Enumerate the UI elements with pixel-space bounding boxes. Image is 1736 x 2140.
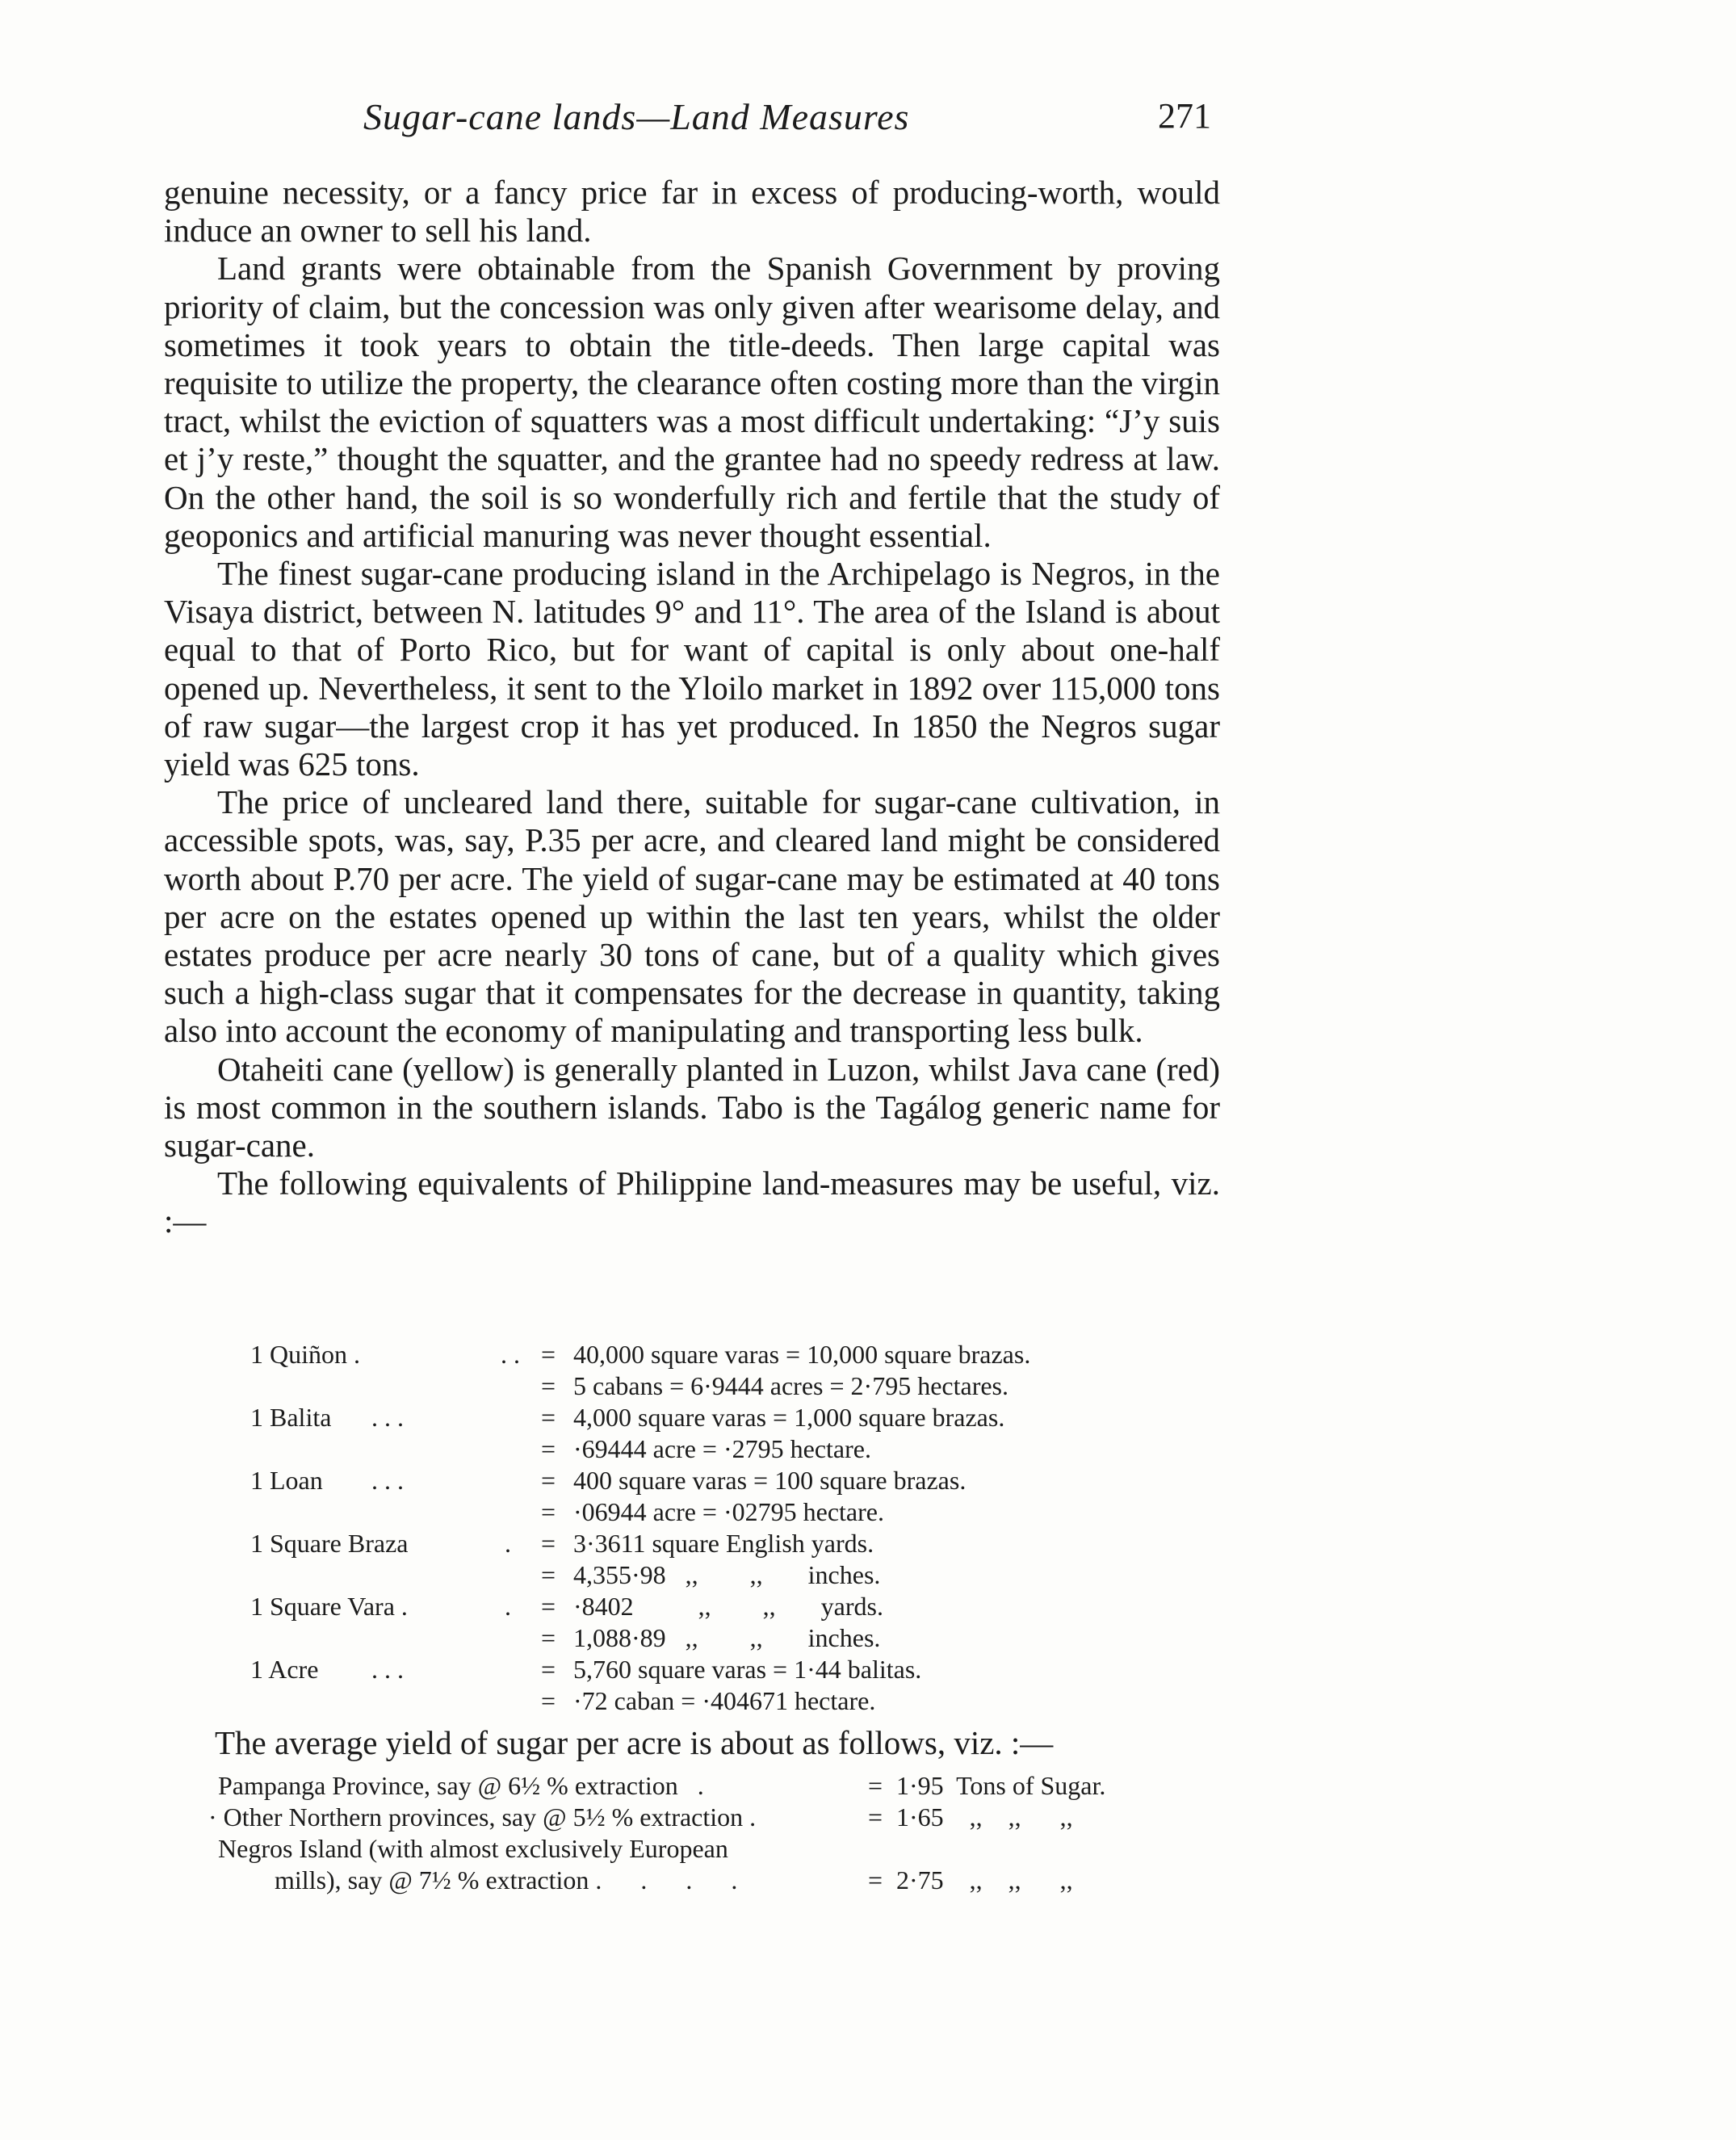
measure-value: 40,000 square varas = 10,000 square brazas. <box>573 1340 1031 1369</box>
yield-label: Negros Island (with almost exclusively European <box>218 1834 728 1863</box>
land-measures-table <box>250 1339 1219 1717</box>
yield-row: Pampanga Province, say @ 6½ % extraction . = 1·95 Tons of Sugar. <box>218 1771 1106 1800</box>
measure-value: 4,355·98 ,, ,, inches. <box>573 1560 881 1589</box>
paragraph-cane-varieties: Otaheiti cane (yellow) is generally planted in Luzon, whilst Java cane (red) is most common in the southern islands. Tabo is the Tagálog generic name for sugar-cane. <box>164 1050 1220 1164</box>
measure-unit: 1 Balita <box>250 1403 332 1432</box>
measure-dots: . . . <box>371 1403 404 1432</box>
paragraph-land-grants: Land grants were obtainable from the Spanish Government by proving priority of claim, but the concession was only given after wearisome delay, and sometimes it took years to obtain the title-deeds. Then large capital was requisite to utilize the property, the clearance often costing more than the virgin tract, whilst the eviction of squatters was a most difficult undertaking: “J’y suis et j’y reste,” thought the squatter, and the grantee had no speedy redress at law. On the other hand, the soil is so wonderfully rich and fertile that the study of geoponics and artificial manuring was never thought essential. <box>164 250 1220 554</box>
measure-unit: 1 Square Vara . <box>250 1592 408 1621</box>
measure-row: = 5 cabans = 6·9444 acres = 2·795 hectares. <box>541 1371 1008 1400</box>
measure-value: ·8402 ,, ,, yards. <box>573 1592 883 1621</box>
yield-row <box>218 1833 1235 1865</box>
measure-row: 1 Quiñon . . . = 40,000 square varas = 10,000 square brazas. <box>250 1340 1031 1369</box>
body-text <box>164 174 1220 1241</box>
paragraph-continuation: genuine necessity, or a fancy price far in excess of producing-worth, would induce an owner to sell his land. <box>164 174 1220 250</box>
running-head <box>161 95 1219 152</box>
yield-table <box>208 1770 1235 1896</box>
measure-value: 3·3611 square English yards. <box>573 1529 874 1558</box>
measure-dots: . . . <box>371 1655 404 1684</box>
measure-value: 1,088·89 ,, ,, inches. <box>573 1623 881 1652</box>
measure-value: ·06944 acre = ·02795 hectare. <box>573 1497 884 1526</box>
measure-row: = ·72 caban = ·404671 hectare. <box>541 1686 876 1715</box>
average-yield-intro: The average yield of sugar per acre is about as follows, viz. :— <box>215 1724 1054 1761</box>
measure-unit: 1 Square Braza <box>250 1529 409 1558</box>
measure-value: ·69444 acre = ·2795 hectare. <box>573 1434 871 1463</box>
measure-value: 5,760 square varas = 1·44 balitas. <box>573 1655 922 1684</box>
measure-dots: . <box>505 1529 511 1558</box>
measure-value: 5 cabans = 6·9444 acres = 2·795 hectares. <box>573 1371 1008 1400</box>
measure-dots: . . . <box>371 1466 404 1495</box>
measure-value: 400 square varas = 100 square brazas. <box>573 1466 967 1495</box>
yield-row: · Other Northern provinces, say @ 5½ % extraction . = 1·65 ,, ,, ,, <box>208 1802 1073 1832</box>
measure-row: 1 Acre . . . = 5,760 square varas = 1·44 balitas. <box>250 1655 922 1684</box>
yield-row: mills), say @ 7½ % extraction . . . . = 2·75 ,, ,, ,, <box>275 1865 1073 1895</box>
yield-label: Pampanga Province, say @ 6½ % extraction . <box>218 1771 704 1800</box>
measure-row: 1 Loan . . . = 400 square varas = 100 square brazas. <box>250 1466 967 1495</box>
page-number: 271 <box>1158 96 1211 136</box>
measure-row: 1 Balita . . . = 4,000 square varas = 1,000 square brazas. <box>250 1403 1005 1432</box>
measure-row: = 4,355·98 ,, ,, inches. <box>541 1560 881 1589</box>
measure-row: 1 Square Braza . = 3·3611 square English yards. <box>250 1529 874 1558</box>
measure-row: 1 Square Vara . . = ·8402 ,, ,, yards. <box>250 1592 883 1621</box>
measure-unit: 1 Loan <box>250 1466 323 1495</box>
paragraph-negros: The finest sugar-cane producing island in the Archipelago is Negros, in the Visaya district, between N. latitudes 9° and 11°. The area of the Island is about equal to that of Porto Rico, but for want of capital is only about one-half opened up. Nevertheless, it sent to the Yloilo market in 1892 over 115,000 tons of raw sugar—the largest crop it has yet produced. In 1850 the Negros sugar yield was 625 tons. <box>164 555 1220 783</box>
running-title: Sugar-cane lands—Land Measures <box>363 96 910 137</box>
measure-row: = ·06944 acre = ·02795 hectare. <box>541 1497 884 1526</box>
measure-dots: . <box>505 1592 511 1621</box>
measure-unit: 1 Quiñon . <box>250 1340 360 1369</box>
paragraph-equivalents-intro: The following equivalents of Philippine land-measures may be useful, viz. :— <box>164 1164 1220 1240</box>
measure-unit: 1 Acre <box>250 1655 319 1684</box>
paragraph-land-price: The price of uncleared land there, suitable for sugar-cane cultivation, in accessible spots, was, say, P.35 per acre, and cleared land might be considered worth about P.70 per acre. The yield of sugar-cane may be estimated at 40 tons per acre on the estates opened up within the last ten years, whilst the older estates produce per acre nearly 30 tons of cane, but of a quality which gives such a high-class sugar that it compensates for the decrease in quantity, taking also into account the economy of manipulating and transporting less bulk. <box>164 783 1220 1050</box>
measure-value: ·72 caban = ·404671 hectare. <box>573 1686 876 1715</box>
measure-dots: . . <box>501 1340 520 1369</box>
yield-value: 2·75 ,, ,, ,, <box>896 1865 1073 1895</box>
measure-value: 4,000 square varas = 1,000 square brazas. <box>573 1403 1005 1432</box>
measure-row: = ·69444 acre = ·2795 hectare. <box>541 1434 871 1463</box>
yield-value: 1·95 Tons of Sugar. <box>896 1771 1106 1800</box>
measure-row: = 1,088·89 ,, ,, inches. <box>541 1623 881 1652</box>
yield-label: · Other Northern provinces, say @ 5½ % extraction . <box>208 1802 757 1832</box>
yield-value: 1·65 ,, ,, ,, <box>896 1802 1073 1832</box>
yield-label: mills), say @ 7½ % extraction . . . . <box>275 1865 738 1895</box>
